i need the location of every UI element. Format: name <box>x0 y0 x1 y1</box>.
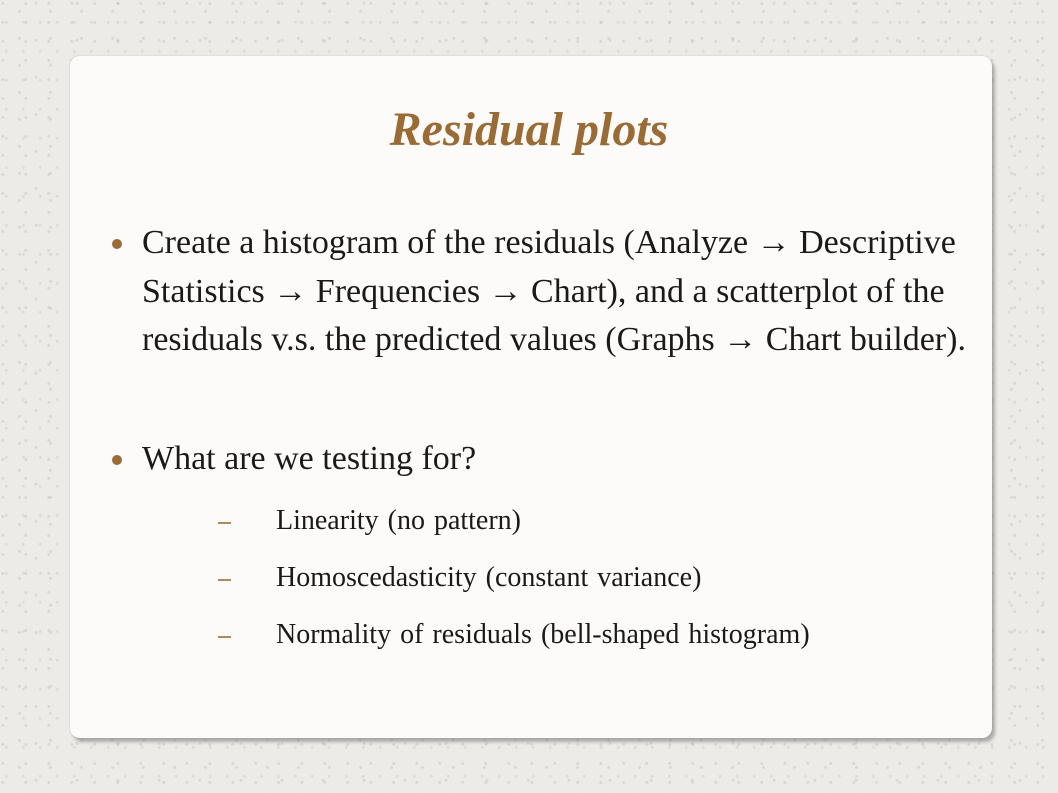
bullet-text: Create a histogram of the residuals (Analyze → Descriptive Statistics → Frequencies → Chart), and a scatterplot of the residuals v.s. the predicted values (Graphs → Chart builder). <box>142 224 966 358</box>
slide-title: Residual plots <box>389 103 669 156</box>
dash-icon <box>218 522 231 524</box>
subbullet-text: Normality of residuals (bell-shaped histogram) <box>276 619 810 650</box>
subbullet-text: Homoscedasticity (constant variance) <box>276 562 702 593</box>
dash-icon <box>218 579 231 581</box>
subbullet-item <box>276 614 916 655</box>
bullet-text: What are we testing for? <box>142 440 477 477</box>
bullet-dot-icon <box>112 455 122 465</box>
bullet-item <box>142 219 972 365</box>
bullet-dot-icon <box>112 239 122 249</box>
subbullet-item <box>276 500 916 541</box>
bullet-item <box>142 435 972 484</box>
dash-icon <box>218 636 231 638</box>
subbullet-text: Linearity (no pattern) <box>276 505 522 536</box>
subbullet-item <box>276 557 916 598</box>
